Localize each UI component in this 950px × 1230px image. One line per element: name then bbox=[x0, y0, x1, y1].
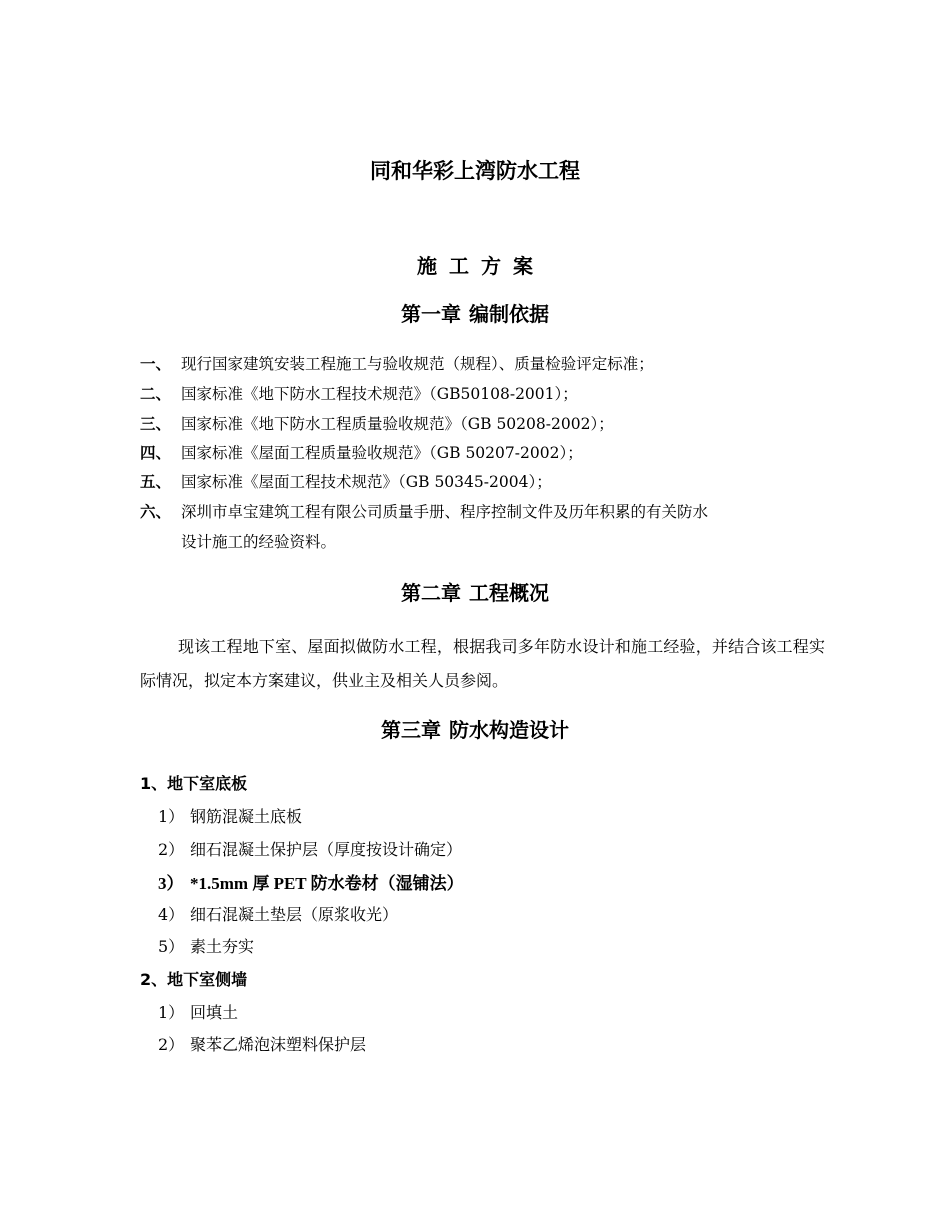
layer-number: 2） bbox=[158, 840, 185, 859]
basis-item-number: 一、 bbox=[140, 355, 172, 373]
construction-layer bbox=[158, 1032, 366, 1055]
basis-item-text: 深圳市卓宝建筑工程有限公司质量手册、程序控制文件及历年积累的有关防水 bbox=[181, 503, 709, 521]
basis-item-number: 二、 bbox=[140, 385, 172, 403]
basis-item-number: 三、 bbox=[140, 415, 172, 433]
layer-number: 4） bbox=[158, 905, 185, 924]
layer-number: 3） bbox=[158, 874, 184, 893]
layer-text: 钢筋混凝土底板 bbox=[190, 807, 303, 826]
basis-item-text: 国家标准《屋面工程质量验收规范》（GB 50207-2002）； bbox=[181, 444, 583, 462]
basis-item-text: 国家标准《地下防水工程质量验收规范》（GB 50208-2002）； bbox=[181, 415, 614, 433]
construction-layer bbox=[158, 837, 462, 860]
section-heading: 2、地下室侧墙 bbox=[140, 970, 248, 989]
layer-text: 细石混凝土垫层（原浆收光） bbox=[190, 905, 399, 924]
document-title: 同和华彩上湾防水工程 bbox=[370, 159, 580, 183]
document-subtitle: 施工方案 bbox=[417, 254, 545, 278]
construction-layer bbox=[158, 902, 398, 925]
basis-item-text-continued: 设计施工的经验资料。 bbox=[181, 533, 337, 551]
basis-item-number: 六、 bbox=[140, 503, 172, 521]
chapter-number: 第一章 bbox=[401, 302, 461, 326]
layer-text: 聚苯乙烯泡沫塑料保护层 bbox=[190, 1035, 367, 1054]
layer-number: 5） bbox=[158, 937, 185, 956]
chapter-name: 工程概况 bbox=[469, 581, 549, 605]
chapter-name: 防水构造设计 bbox=[449, 718, 569, 742]
construction-layer bbox=[158, 1000, 238, 1023]
layer-number: 1） bbox=[158, 1003, 185, 1022]
chapter-number: 第二章 bbox=[401, 581, 461, 605]
construction-layer bbox=[158, 934, 254, 957]
layer-number: 2） bbox=[158, 1035, 185, 1054]
section-heading: 1、地下室底板 bbox=[140, 774, 248, 793]
project-overview-paragraph: 现该工程地下室、屋面拟做防水工程，根据我司多年防水设计和施工经验，并结合该工程实际情况，拟定本方案建议，供业主及相关人员参阅。 bbox=[140, 637, 825, 690]
chapter-3-heading bbox=[0, 714, 950, 743]
basis-item-text: 现行国家建筑安装工程施工与验收规范（规程）、质量检验评定标准； bbox=[181, 355, 654, 373]
construction-layer bbox=[158, 804, 302, 827]
layer-text: 素土夯实 bbox=[190, 937, 255, 956]
basis-item-text: 国家标准《地下防水工程技术规范》（GB50108-2001）； bbox=[181, 385, 578, 403]
chapter-name: 编制依据 bbox=[469, 302, 549, 326]
layer-text: 细石混凝土保护层（厚度按设计确定） bbox=[190, 840, 463, 859]
basis-item-number: 五、 bbox=[140, 473, 172, 491]
chapter-2-heading bbox=[0, 577, 950, 606]
layer-text: *1.5mm 厚 PET 防水卷材（湿铺法） bbox=[190, 874, 464, 893]
layer-number: 1） bbox=[158, 807, 185, 826]
basis-item-text: 国家标准《屋面工程技术规范》（GB 50345-2004）； bbox=[181, 473, 552, 491]
basis-item bbox=[140, 497, 830, 557]
chapter-1-heading bbox=[0, 298, 950, 327]
basis-item-number: 四、 bbox=[140, 444, 172, 462]
chapter-number: 第三章 bbox=[381, 718, 441, 742]
construction-layer-highlight bbox=[158, 869, 464, 894]
layer-text: 回填土 bbox=[190, 1003, 239, 1022]
